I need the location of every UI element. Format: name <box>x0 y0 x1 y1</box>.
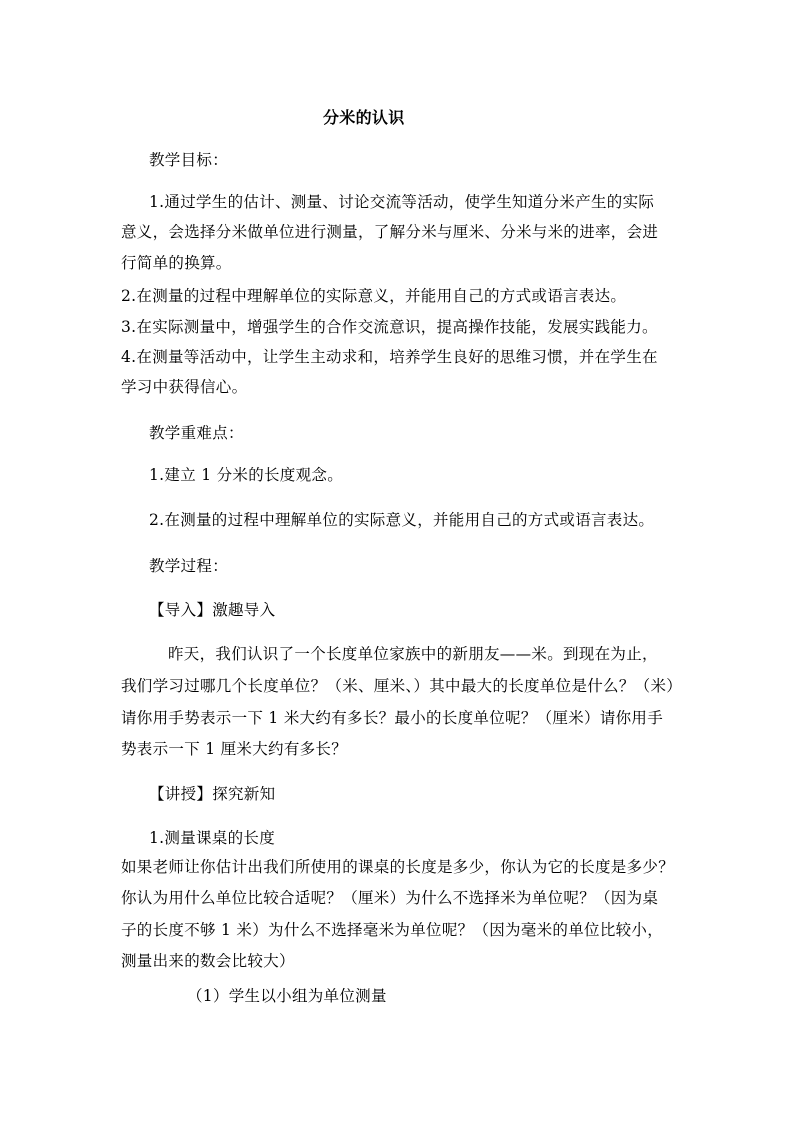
intro-line-3: 请你用手势表示一下 1 米大约有多长？最小的长度单位呢？（厘米）请你用手 <box>121 709 664 727</box>
step-1-line-1: 如果老师让你估计出我们所使用的课桌的长度是多少，你认为它的长度是多少？ <box>121 858 675 876</box>
key-point-1: 1.建立 1 分米的长度观念。 <box>149 466 344 484</box>
intro-line-2: 我们学习过哪几个长度单位？（米、厘米、）其中最大的长度单位是什么？（米） <box>121 677 683 695</box>
intro-heading: 【导入】激趣导入 <box>149 601 276 619</box>
step-1-line-4: 测量出来的数会比较大） <box>121 952 295 970</box>
objective-4-line-1: 4.在测量等活动中，让学生主动求和，培养学生良好的思维习惯，并在学生在 <box>121 348 658 366</box>
objective-1-line-3: 行简单的换算。 <box>121 254 232 272</box>
objective-2: 2.在测量的过程中理解单位的实际意义，并能用自己的方式或语言表达。 <box>121 287 627 305</box>
document-title: 分米的认识 <box>323 108 405 127</box>
intro-line-1: 昨天，我们认识了一个长度单位家族中的新朋友——米。到现在为止， <box>168 645 658 663</box>
step-1-heading: 1.测量课桌的长度 <box>149 829 275 847</box>
objectives-heading: 教学目标： <box>149 151 229 169</box>
step-1-line-2: 你认为用什么单位比较合适呢？（厘米）为什么不选择米为单位呢？（因为桌 <box>121 889 659 907</box>
process-heading: 教学过程： <box>149 557 229 575</box>
objective-1-line-2: 意义，会选择分米做单位进行测量，了解分米与厘米、分米与米的进率，会进 <box>121 223 659 241</box>
sub-step-1: （1）学生以小组为单位测量 <box>187 987 387 1005</box>
objective-3: 3.在实际测量中，增强学生的合作交流意识，提高操作技能，发展实践能力。 <box>121 318 658 336</box>
teach-heading: 【讲授】探究新知 <box>149 785 276 803</box>
objective-4-line-2: 学习中获得信心。 <box>121 378 248 396</box>
key-points-heading: 教学重难点： <box>149 424 244 442</box>
objective-1-line-1: 1.通过学生的估计、测量、讨论交流等活动，使学生知道分米产生的实际 <box>149 193 655 211</box>
step-1-line-3: 子的长度不够 1 米）为什么不选择毫米为单位呢？（因为毫米的单位比较小， <box>121 921 664 939</box>
intro-line-4: 势表示一下 1 厘米大约有多长？ <box>121 740 348 758</box>
key-point-2: 2.在测量的过程中理解单位的实际意义，并能用自己的方式或语言表达。 <box>149 511 655 529</box>
